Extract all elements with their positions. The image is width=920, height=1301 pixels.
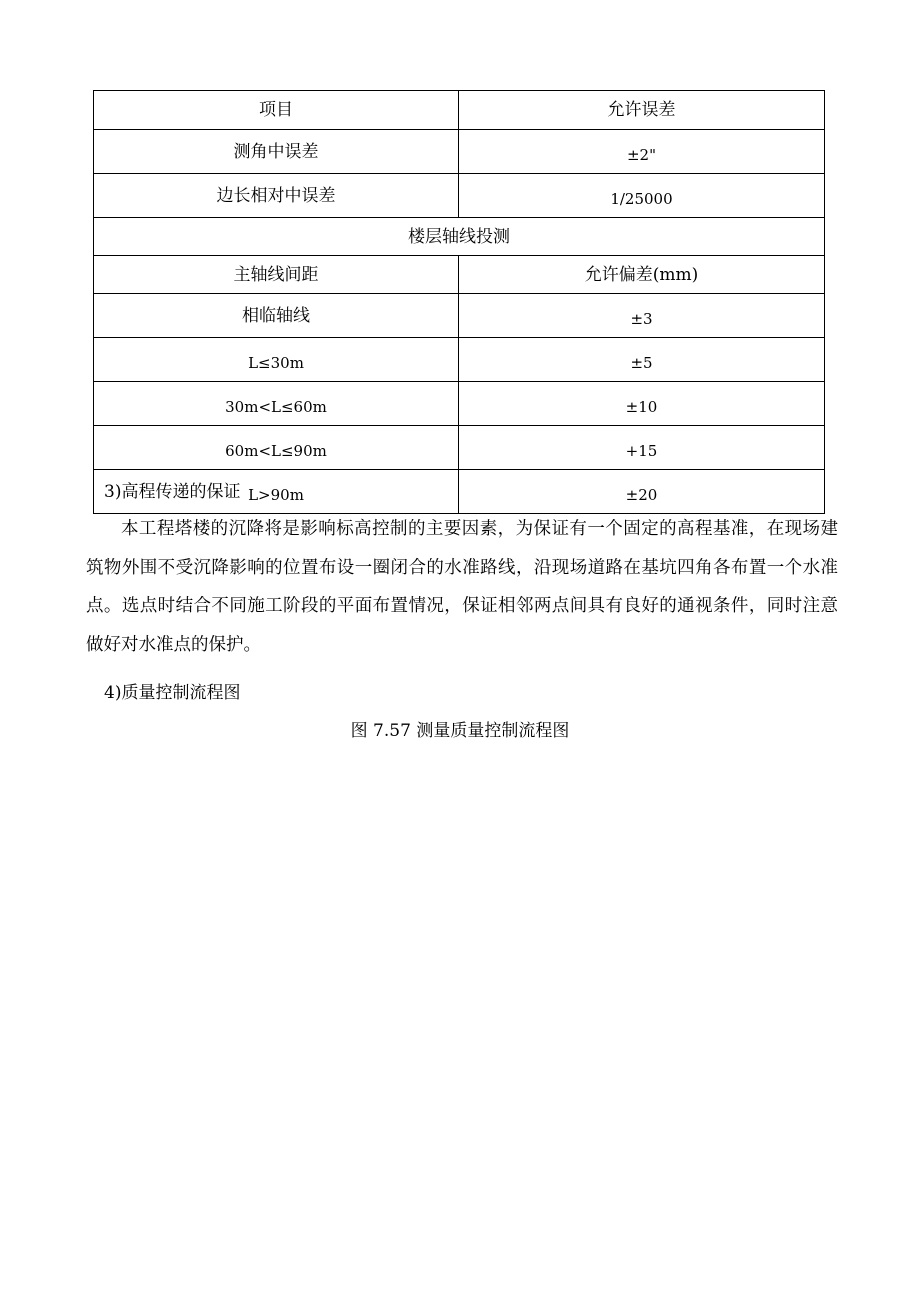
table-cell: ±5 (459, 338, 825, 382)
table-row (94, 91, 825, 130)
table-cell: ±2" (459, 130, 825, 174)
table-row (94, 294, 825, 338)
table-cell: 相临轴线 (94, 294, 459, 338)
table-cell: 测角中误差 (94, 130, 459, 174)
table-row (94, 426, 825, 470)
section-heading-elevation: 3)高程传递的保证 (104, 482, 241, 502)
table-cell: 1/25000 (459, 174, 825, 218)
table-cell: 主轴线间距 (94, 256, 459, 294)
table-cell: 允许偏差(mm) (459, 256, 825, 294)
table-cell: 30m<L≤60m (94, 382, 459, 426)
table-cell: ±20 (459, 470, 825, 514)
tolerance-table (93, 90, 825, 514)
table-row (94, 174, 825, 218)
table-cell: 项目 (94, 91, 459, 130)
table-row (94, 218, 825, 256)
table-cell: ±3 (459, 294, 825, 338)
table-row (94, 382, 825, 426)
table-row (94, 256, 825, 294)
table-cell: L>90m (94, 470, 459, 514)
table-row (94, 338, 825, 382)
table-cell: +15 (459, 426, 825, 470)
table-section-header: 楼层轴线投测 (94, 218, 825, 256)
table-cell: 边长相对中误差 (94, 174, 459, 218)
figure-caption: 图 7.57 测量质量控制流程图 (350, 721, 570, 741)
table-row (94, 130, 825, 174)
elevation-paragraph: 本工程塔楼的沉降将是影响标高控制的主要因素，为保证有一个固定的高程基准，在现场建筑物外围不受沉降影响的位置布设一圈闭合的水准路线，沿现场道路在基坑四角各布置一个水准点。选点时结合不同施工阶段的平面布置情况，保证相邻两点间具有良好的通视条件，同时注意做好对水准点的保护。 (86, 519, 838, 655)
section-heading-flowchart: 4)质量控制流程图 (104, 683, 241, 703)
table-cell: 允许误差 (459, 91, 825, 130)
table-cell: L≤30m (94, 338, 459, 382)
table-cell: ±10 (459, 382, 825, 426)
table-cell: 60m<L≤90m (94, 426, 459, 470)
